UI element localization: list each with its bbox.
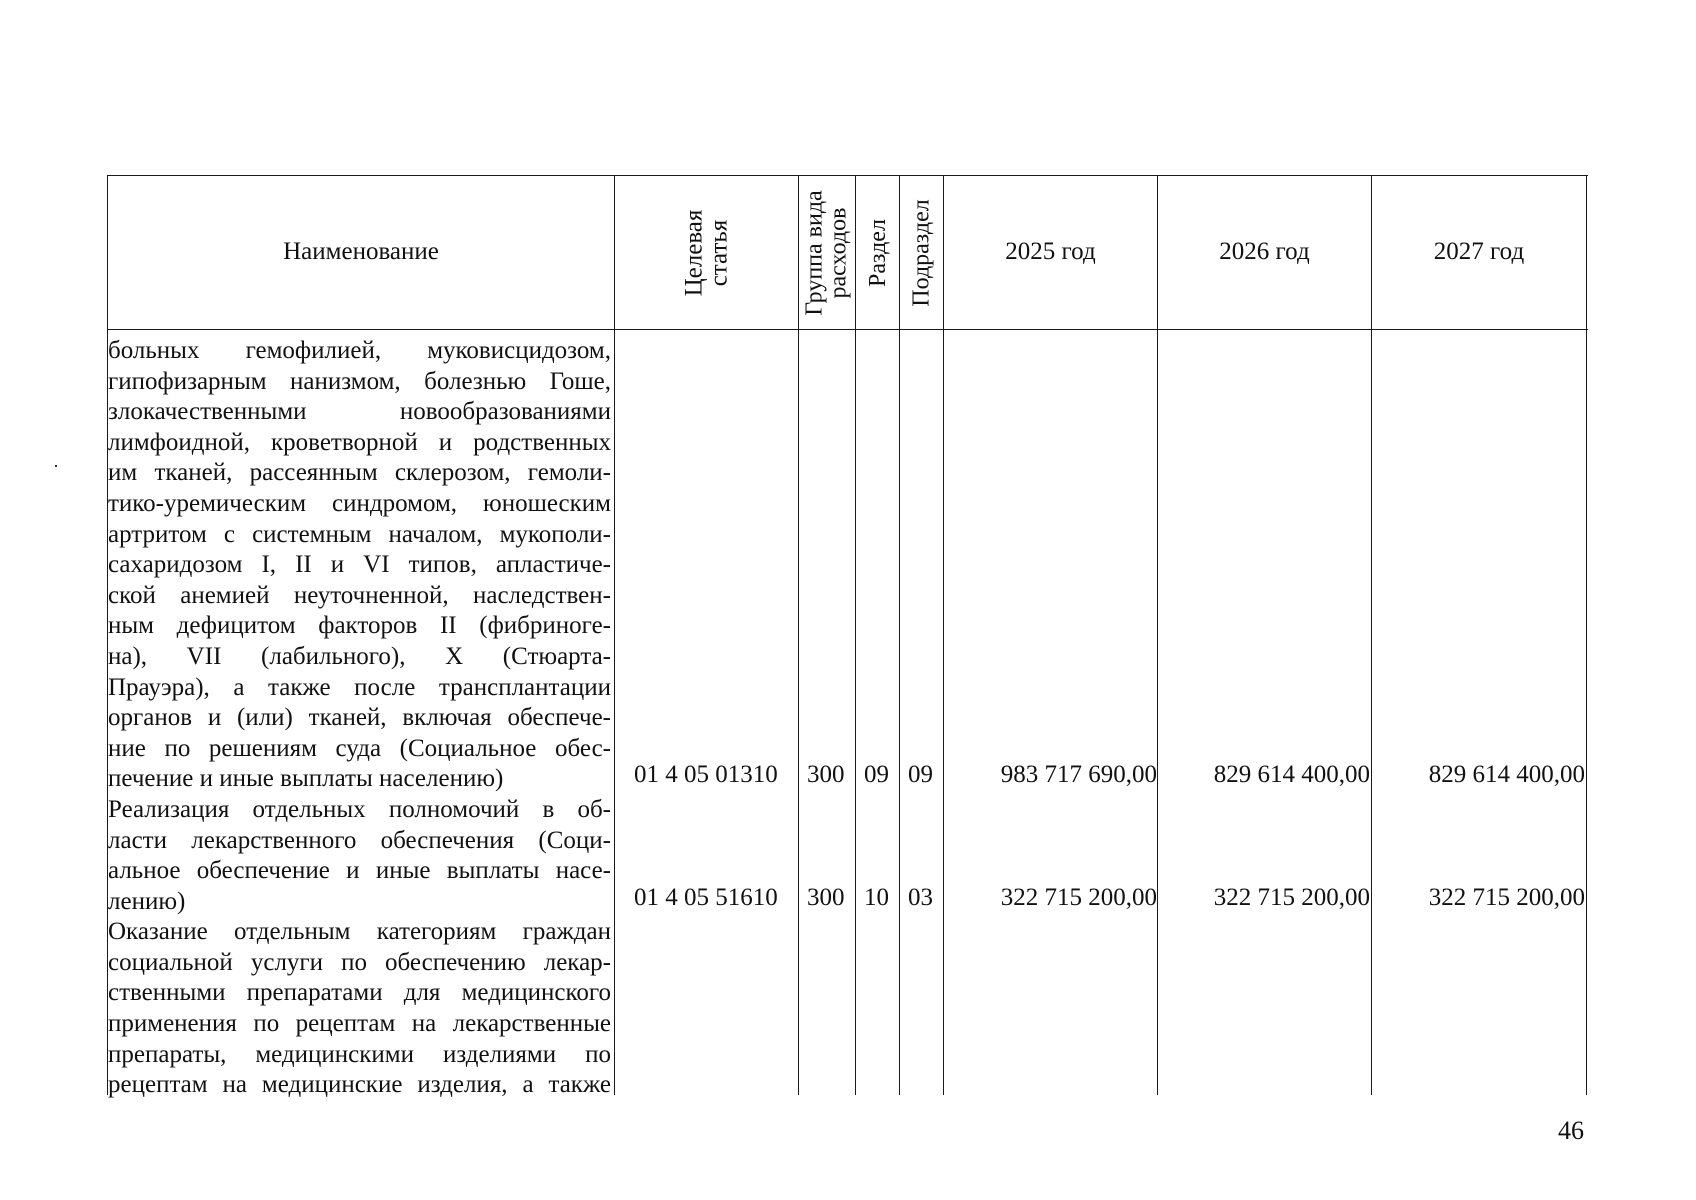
row-2-line-4: препараты, медицинскими изделиями по xyxy=(108,1040,611,1068)
row-0-line-12: органов и (или) тканей, включая обеспече- xyxy=(108,704,611,732)
row-1-line-2: альное обеспечение и иные выплаты насе- xyxy=(108,857,611,885)
header-target-label: Целевая статья xyxy=(680,209,733,296)
header-2026 xyxy=(1158,176,1371,329)
header-2027 xyxy=(1372,176,1586,329)
header-section xyxy=(856,176,899,329)
row-1-subsection: 03 xyxy=(908,884,933,911)
row-0-line-8: ской анемией неуточненной, наследствен- xyxy=(108,581,611,609)
row-0-line-7: сахаридозом I, II и VI типов, апластиче- xyxy=(108,551,611,579)
row-0-line-3: лимфоидной, кроветворной и родственных xyxy=(108,428,611,456)
row-1-2027: 322 715 200,00 xyxy=(1428,884,1585,911)
row-0-name xyxy=(108,336,611,1101)
row-0-line-1: гипофизарным нанизмом, болезнью Гоше, xyxy=(108,367,611,395)
row-2-line-1: социальной услуги по обеспечению лекар- xyxy=(108,948,611,976)
header-group xyxy=(799,176,855,329)
scan-speck xyxy=(55,465,57,467)
row-2-line-3: применения по рецептам на лекарственные xyxy=(108,1010,611,1038)
row-1-section: 10 xyxy=(864,884,889,911)
row-1-line-0: Реализация отдельных полномочий в об- xyxy=(108,795,611,823)
row-0-subsection: 09 xyxy=(908,761,933,788)
header-2027-label: 2027 год xyxy=(1433,238,1525,266)
row-0-target: 01 4 05 01310 xyxy=(634,761,778,788)
header-bottom-border xyxy=(107,329,1588,330)
row-1-2025: 322 715 200,00 xyxy=(1000,884,1157,911)
row-0-line-5: тико-уремическим синдромом, юношеским xyxy=(108,489,611,517)
row-0-2025: 983 717 690,00 xyxy=(1000,761,1157,788)
row-2-line-5: рецептам на медицинские изделия, а также xyxy=(108,1071,611,1099)
row-0-line-14: печение и иные выплаты населению) xyxy=(108,765,504,793)
col-border-right xyxy=(1586,175,1587,1095)
row-1-target: 01 4 05 51610 xyxy=(634,884,778,911)
row-0-line-11: Прауэра), а также после трансплантации xyxy=(108,673,611,701)
row-1-line-1: ласти лекарственного обеспечения (Соци- xyxy=(108,826,611,854)
header-2026-label: 2026 год xyxy=(1219,238,1310,266)
row-0-2027: 829 614 400,00 xyxy=(1428,761,1585,788)
row-0-2026: 829 614 400,00 xyxy=(1213,761,1370,788)
header-2025-label: 2025 год xyxy=(1005,238,1096,266)
header-2025 xyxy=(944,176,1157,329)
row-1-line-3: лению) xyxy=(108,887,186,915)
header-subsection-label: Подраздел xyxy=(908,198,935,307)
row-0-line-9: ным дефицитом факторов II (фибриноге- xyxy=(108,612,611,640)
row-0-section: 09 xyxy=(864,761,889,788)
row-0-line-13: ние по решениям суда (Социальное обес- xyxy=(108,734,611,762)
header-target xyxy=(615,176,798,329)
row-0-line-4: им тканей, рассеянным склерозом, гемоли- xyxy=(108,459,611,487)
header-group-label: Группа вида расходов xyxy=(802,189,852,316)
row-0-group: 300 xyxy=(807,761,845,788)
header-section-label: Раздел xyxy=(864,218,891,287)
row-1-group: 300 xyxy=(807,884,845,911)
header-name-label: Наименование xyxy=(283,238,439,266)
page-number: 46 xyxy=(1558,1116,1584,1145)
row-2-line-2: ственными препаратами для медицинского xyxy=(108,979,611,1007)
header-subsection xyxy=(900,176,943,329)
header-name xyxy=(108,176,614,329)
row-0-line-10: на), VII (лабильного), X (Стюарта- xyxy=(108,642,611,670)
row-0-line-0: больных гемофилией, муковисцидозом, xyxy=(108,337,611,364)
row-1-2026: 322 715 200,00 xyxy=(1213,884,1370,911)
row-2-line-0: Оказание отдельным категориям граждан xyxy=(108,918,611,946)
row-0-line-2: злокачественными новообразованиями xyxy=(108,398,611,426)
row-0-line-6: артритом с системным началом, мукополи- xyxy=(108,520,611,548)
